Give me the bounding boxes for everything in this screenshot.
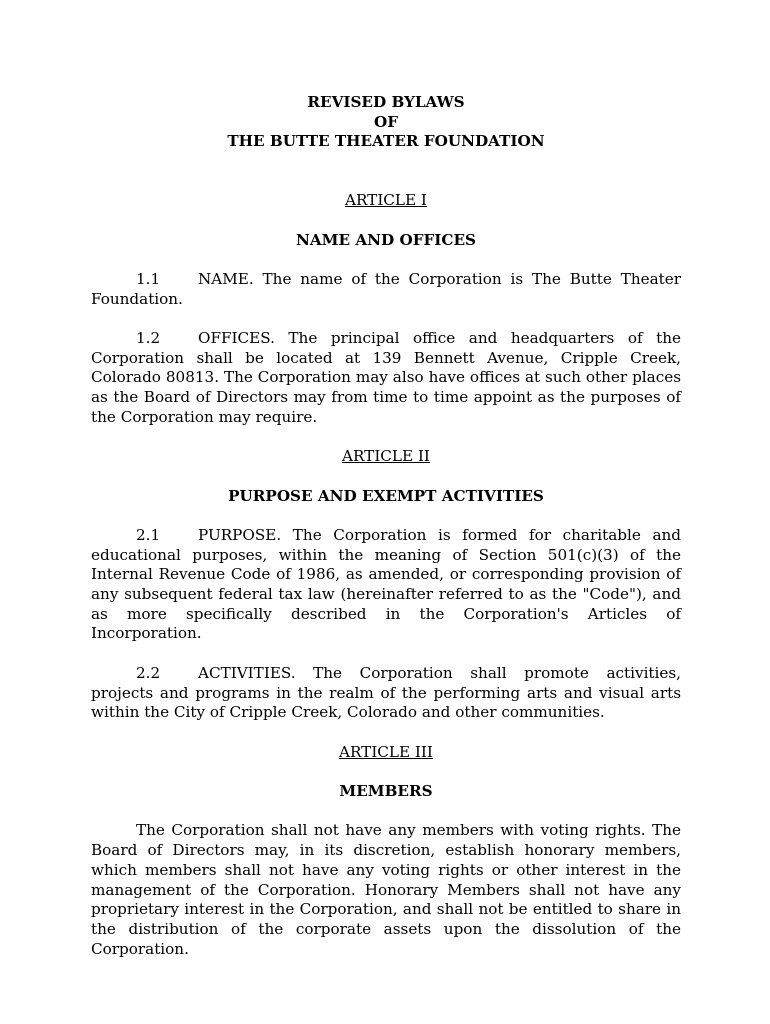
article-2 xyxy=(91,447,681,723)
article-3-heading: ARTICLE III xyxy=(339,742,433,761)
article-2-heading: ARTICLE II xyxy=(342,447,430,466)
document-page xyxy=(91,93,681,959)
section-1-1 xyxy=(91,270,681,309)
article-1-name: NAME AND OFFICES xyxy=(296,230,476,249)
section-1-2 xyxy=(91,329,681,428)
article-1-heading: ARTICLE I xyxy=(345,191,427,210)
section-text: NAME. The name of the Corporation is The Butte Theater Foundation. xyxy=(91,269,681,308)
section-number: 1.2 xyxy=(136,328,161,347)
article-3-name: MEMBERS xyxy=(339,782,433,801)
article-3 xyxy=(91,743,681,960)
section-number: 2.1 xyxy=(136,525,161,544)
section-text: PURPOSE. The Corporation is formed for charitable and educational purposes, within the meaning of Section 501(c)(3) of the Internal Revenue Code of 1986, as amended, or corresponding provision of any subsequent federal tax law (hereinafter referred to as the "Code"), and as more specifically described in the Corporation's Articles of Incorporation. xyxy=(91,525,681,643)
section-number: 1.1 xyxy=(136,269,161,288)
section-text: OFFICES. The principal office and headquarters of the Corporation shall be located at 139 Bennett Avenue, Cripple Creek, Colorado 80813. The Corporation may also have offices at such other places as the Board of Directors may from time to time appoint as the purposes of the Corporation may require. xyxy=(91,328,681,426)
section-2-1 xyxy=(91,526,681,644)
section-text: ACTIVITIES. The Corporation shall promote activities, projects and programs in the realm of the performing arts and visual arts within the City of Cripple Creek, Colorado and other communities. xyxy=(91,663,681,722)
section-2-2 xyxy=(91,664,681,723)
title-line-2: OF xyxy=(373,112,398,131)
title-line-3: THE BUTTE THEATER FOUNDATION xyxy=(227,132,545,151)
document-title xyxy=(91,93,681,152)
article-2-name: PURPOSE AND EXEMPT ACTIVITIES xyxy=(228,486,544,505)
title-line-1: REVISED BYLAWS xyxy=(307,93,465,111)
article-3-paragraph: The Corporation shall not have any members with voting rights. The Board of Directors may, in its discretion, establish honorary members, which members shall not have any voting rights or other interest in the management of the Corporation. Honorary Members shall not have any proprietary interest in the Corporation, and shall not be entitled to share in the distribution of the corporate assets upon the dissolution of the Corporation. xyxy=(91,821,681,958)
section-number: 2.2 xyxy=(136,663,161,682)
article-1 xyxy=(91,191,681,427)
